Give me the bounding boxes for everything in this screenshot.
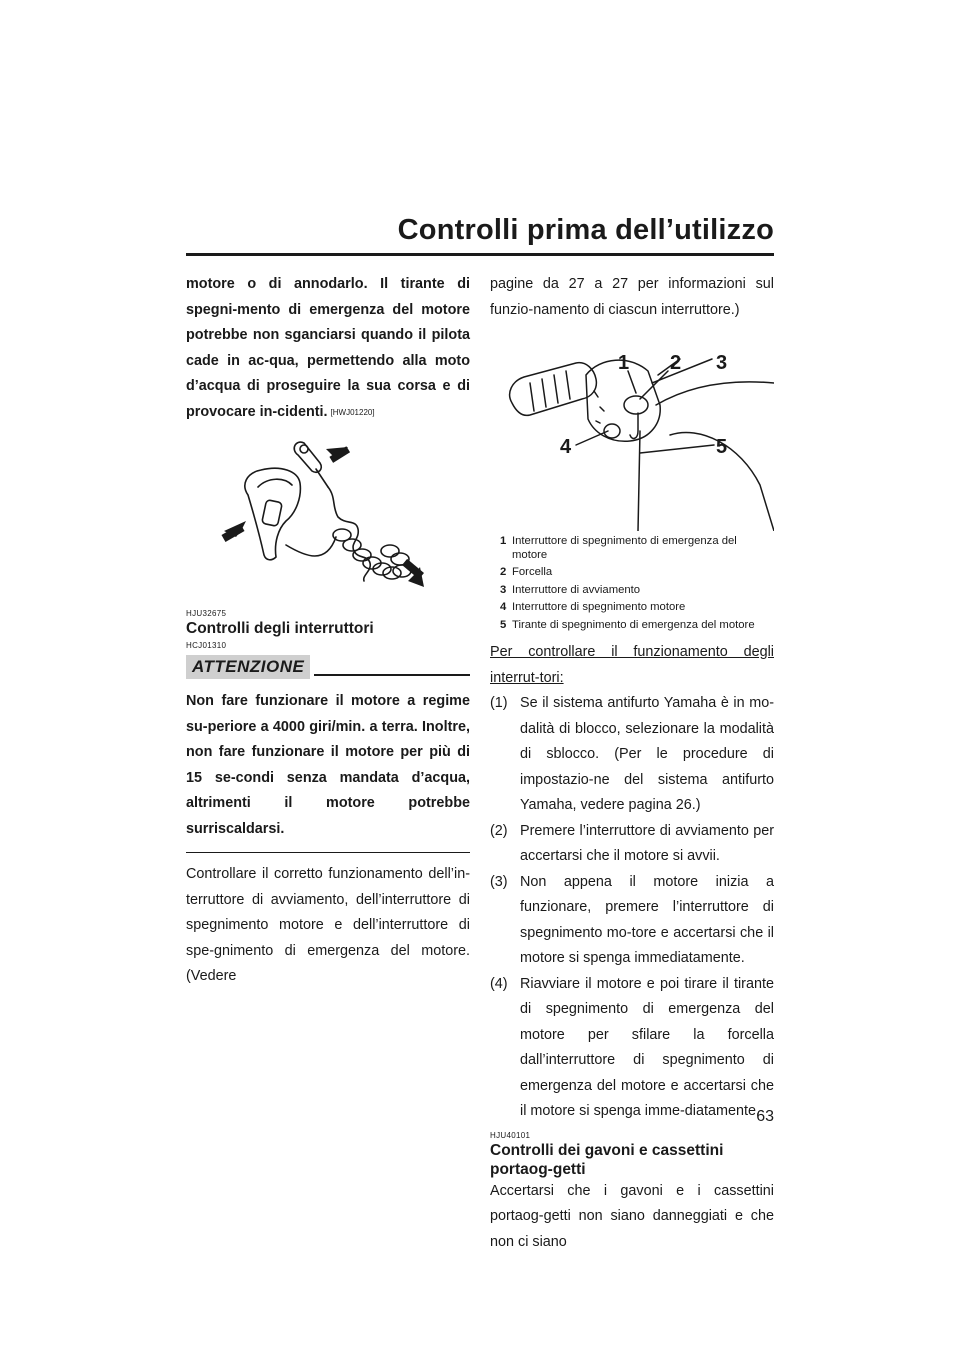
- legend-num: 5: [500, 618, 507, 631]
- wrist-strap: [245, 468, 300, 560]
- procedure-step: [490, 870, 774, 972]
- legend-text: Interruttore di spegnimento motore: [512, 601, 686, 613]
- procedure-step: [490, 691, 774, 819]
- legend-num: 2: [500, 566, 507, 578]
- caution-label: ATTENZIONE: [186, 655, 310, 679]
- procedure-step: [490, 972, 774, 1125]
- left-column: [186, 272, 470, 990]
- tether-cord: [638, 431, 640, 531]
- continuation-text: pagine da 27 a 27 per informazioni sul funzio-namento di ciascun interruttore.): [490, 276, 774, 318]
- legend-num: 4: [500, 601, 507, 613]
- section2-text: Accertarsi che i gavoni e i cassettini portaog-getti non siano danneggiati e che non ci siano: [490, 1182, 774, 1250]
- step-text: Riavviare il motore e poi tirare il tirante di spegnimento di emergenza del motore per sfilare la forcella dall’interruttore di spegnimento di emergenza del motore e accertarsi che il motore si spenga imme-diatamente.: [520, 975, 774, 1119]
- step-text: Se il sistema antifurto Yamaha è in mo-dalità di blocco, selezionare la modalità di sblocco. (Per le procedure di impostazio-ne del sistema antifurto Yamaha, vedere pagina 26.): [520, 695, 774, 813]
- page-number: 63: [756, 1108, 774, 1125]
- callout-1: 1: [618, 352, 630, 374]
- section-code: HJU32675: [186, 609, 227, 618]
- caution-text: Non fare funzionare il motore a regime su-periore a 4000 giri/min. a terra. Inoltre, non fare funzionare il motore per più di 15 se-condi senza mandata d’acqua, altrimenti il motore potrebbe surriscaldarsi.: [186, 693, 470, 837]
- caution-rule: [314, 674, 470, 676]
- step-text: Premere l’interruttore di avviamento per accertarsi che il motore si avvii.: [520, 822, 774, 864]
- warning-ref: [HWJ01220]: [330, 407, 375, 417]
- step-number: (1): [490, 695, 508, 711]
- procedure-title: Per controllare il funzionamento degli interrut-tori:: [490, 644, 774, 686]
- section-heading: Controlli degli interruttori: [186, 620, 374, 637]
- legend-num: 3: [500, 583, 507, 596]
- legend-text: Interruttore di avviamento: [512, 583, 641, 596]
- caution-end-rule: [186, 852, 470, 853]
- page-title: Controlli prima dell’utilizzo: [397, 214, 774, 246]
- procedure-step: [490, 819, 774, 870]
- step-text: Non appena il motore inizia a funzionare, premere l’interruttore di spegnimento mo-tore e accertarsi che il motore si spenga immediatamente.: [520, 873, 774, 966]
- legend-item: [500, 584, 774, 598]
- legend-text: Interruttore di spegnimento di emergenza del motore: [512, 535, 737, 561]
- callout-4: 4: [560, 436, 572, 458]
- legend-item: [500, 619, 774, 633]
- section2-heading: Controlli dei gavoni e cassettini portaog-getti: [490, 1141, 724, 1178]
- warning-text: motore o di annodarlo. Il tirante di spegni-mento di emergenza del motore potrebbe non sganciarsi quando il pilota cade in ac-qua, permettendo alla moto d’acqua di proseguire la sua corsa e di provocare in-cidenti.: [186, 276, 470, 420]
- step-number: (4): [490, 975, 508, 992]
- arrow-icons: [221, 446, 424, 587]
- legend-item: [500, 601, 774, 615]
- legend-item: [500, 566, 774, 580]
- legend-text: Forcella: [512, 566, 553, 578]
- callout-3: 3: [716, 352, 728, 374]
- caution-header: [186, 653, 470, 681]
- coiled-cord: [328, 487, 370, 581]
- warning-continuation: [186, 272, 470, 425]
- legend-item: [500, 535, 774, 562]
- lanyard-illustration: [186, 425, 470, 605]
- body-text: Controllare il corretto funzionamento dell’in-terruttore di avviamento, dell’interruttore di spegnimento motore e dell’interruttore di spe-gnimento di emergenza del motore. (Vedere: [186, 866, 470, 984]
- caution-code: HCJ01310: [186, 641, 227, 650]
- figure-legend: [500, 535, 774, 632]
- step-number: (3): [490, 873, 508, 890]
- legend-text: Tirante di spegnimento di emergenza del motore: [512, 618, 755, 631]
- handlebar-switch-illustration: [490, 335, 774, 531]
- callout-2: 2: [670, 352, 682, 374]
- legend-num: 1: [500, 535, 507, 547]
- section2-code: HJU40101: [490, 1130, 531, 1140]
- step-number: (2): [490, 822, 508, 839]
- header-rule: [186, 253, 774, 256]
- callout-5: 5: [716, 436, 728, 458]
- stop-switch: [624, 396, 648, 414]
- grip: [510, 363, 597, 416]
